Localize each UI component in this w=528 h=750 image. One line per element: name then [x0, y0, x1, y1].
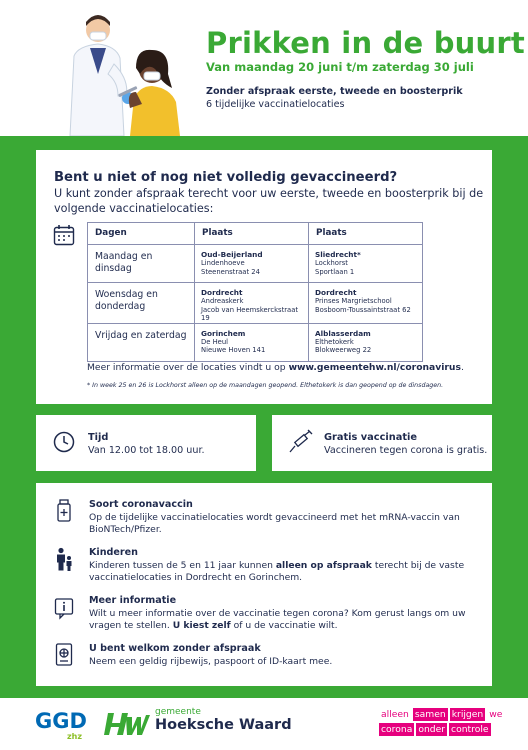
place-name: De Heul	[201, 337, 229, 346]
vaccination-illustration	[56, 12, 186, 136]
more-info-line	[87, 362, 464, 373]
info-card	[36, 483, 492, 686]
walk-in-note: Zonder afspraak eerste, tweede en boosterprik	[206, 86, 463, 97]
place-address: Nieuwe Hoven 141	[201, 346, 266, 354]
place-city: Sliedrecht*	[315, 250, 361, 259]
children-text	[89, 560, 484, 584]
place-cell	[309, 283, 423, 324]
free-vaccination-card	[272, 415, 492, 471]
ggd-logo	[35, 707, 89, 743]
walk-in-text: Neem een geldig rijbewijs, paspoort of ID-kaart mee.	[89, 656, 333, 667]
locations-intro: U kunt zonder afspraak terecht voor uw eerste, tweede en boosterprik bij de volgende vaccinatielocaties:	[54, 187, 484, 215]
children-text-part: Kinderen tussen de 5 en 11 jaar kunnen	[89, 560, 276, 571]
place-name: Lockhorst	[315, 259, 348, 267]
clock-icon	[53, 431, 75, 453]
place-cell	[309, 323, 423, 361]
campaign-word: alleen	[381, 709, 409, 720]
poster-footer	[0, 698, 528, 750]
footnote: * In week 25 en 26 is Lockhorst alleen op de maandagen geopend. Elthetokerk is dan geopend op de dinsdagen.	[87, 382, 444, 389]
table-row	[88, 283, 423, 324]
days-cell: Maandag en dinsdag	[88, 245, 195, 283]
days-cell: Woensdag en donderdag	[88, 283, 195, 324]
table-row	[88, 323, 423, 361]
walk-in-heading: U bent welkom zonder afspraak	[89, 643, 261, 654]
table-header-row	[88, 223, 423, 245]
table-header-days: Dagen	[88, 223, 195, 245]
more-info-text	[89, 608, 484, 632]
place-address: Bosboom-Toussaintstraat 62	[315, 305, 411, 314]
place-name: Elthetokerk	[315, 337, 354, 346]
place-name: Andreaskerk	[201, 297, 244, 305]
place-name: Lindenhoeve	[201, 259, 245, 267]
children-text-emphasis: alleen op afspraak	[275, 560, 372, 571]
table-header-place-1: Plaats	[195, 223, 309, 245]
more-info-heading: Meer informatie	[89, 595, 177, 606]
campaign-logo	[379, 708, 503, 738]
campaign-word: samen	[414, 709, 446, 720]
place-cell	[195, 323, 309, 361]
children-text-part: terecht bij de vaste vaccinatielocaties in Dordrecht en Gorinchem.	[89, 560, 465, 583]
campaign-word: corona	[381, 724, 413, 735]
free-heading: Gratis vaccinatie	[324, 432, 418, 443]
place-city: Alblasserdam	[315, 328, 371, 338]
more-info-prefix: Meer informatie over de locaties vindt u op	[87, 362, 289, 373]
campaign-word: controle	[451, 724, 489, 735]
poster-title: Prikken in de buurt	[206, 26, 525, 60]
place-cell	[195, 283, 309, 324]
locations-title: Bent u niet of nog niet volledig gevaccineerd?	[54, 170, 398, 185]
more-info-text-part: of u de vaccinatie wilt.	[230, 620, 338, 631]
website-link[interactable]: www.gemeentehw.nl/coronavirus	[288, 362, 461, 373]
campaign-word: we	[489, 709, 503, 720]
locations-card	[36, 150, 492, 404]
place-city: Gorinchem	[201, 328, 246, 338]
children-heading: Kinderen	[89, 547, 138, 558]
parent-child-icon	[54, 547, 74, 571]
table-row	[88, 245, 423, 283]
location-count: 6 tijdelijke vaccinatielocaties	[206, 99, 345, 110]
municipality-label: gemeente	[155, 707, 201, 717]
hoeksche-waard-logo	[104, 707, 150, 737]
passport-icon	[54, 643, 74, 667]
schedule-table	[87, 222, 423, 362]
place-address: Steenenstraat 24	[201, 267, 260, 276]
more-info-suffix: .	[460, 362, 464, 373]
place-address: Sportlaan 1	[315, 267, 355, 276]
place-cell	[195, 245, 309, 283]
time-heading: Tijd	[88, 432, 109, 443]
poster-header	[0, 0, 528, 136]
info-icon	[54, 596, 74, 620]
days-cell: Vrijdag en zaterdag	[88, 323, 195, 361]
time-card	[36, 415, 256, 471]
date-range: Van maandag 20 juni t/m zaterdag 30 juli	[206, 60, 474, 74]
campaign-word: krijgen	[451, 709, 484, 720]
free-text: Vaccineren tegen corona is gratis.	[324, 445, 488, 456]
more-info-text-emphasis: U kiest zelf	[172, 620, 231, 631]
vaccine-type-heading: Soort coronavaccin	[89, 499, 193, 510]
place-address: Jacob van Heemskerckstraat 19	[201, 305, 299, 322]
calendar-icon	[53, 224, 75, 246]
municipality-name: Hoeksche Waard	[155, 717, 292, 733]
syringe-icon	[288, 429, 314, 455]
more-info-text-part: Wilt u meer informatie over de vaccinatie tegen corona? Kom gerust langs om uw vragen te stellen.	[89, 608, 466, 631]
ggd-logo-sub: zhz	[67, 732, 83, 741]
vaccine-vial-icon	[54, 499, 74, 523]
ggd-logo-text: GGD	[35, 709, 87, 733]
place-city: Dordrecht	[315, 288, 357, 297]
place-address: Blokweerweg 22	[315, 346, 372, 354]
campaign-word: onder	[418, 724, 446, 735]
place-city: Oud-Beijerland	[201, 250, 263, 259]
place-city: Dordrecht	[201, 288, 243, 297]
place-cell	[309, 245, 423, 283]
time-text: Van 12.00 tot 18.00 uur.	[88, 445, 205, 456]
place-name: Prinses Margrietschool	[315, 297, 392, 305]
vaccine-type-text: Op de tijdelijke vaccinatielocaties wordt gevaccineerd met het mRNA-vaccin van BioNTech/Pfizer.	[89, 512, 460, 535]
table-header-place-2: Plaats	[309, 223, 423, 245]
